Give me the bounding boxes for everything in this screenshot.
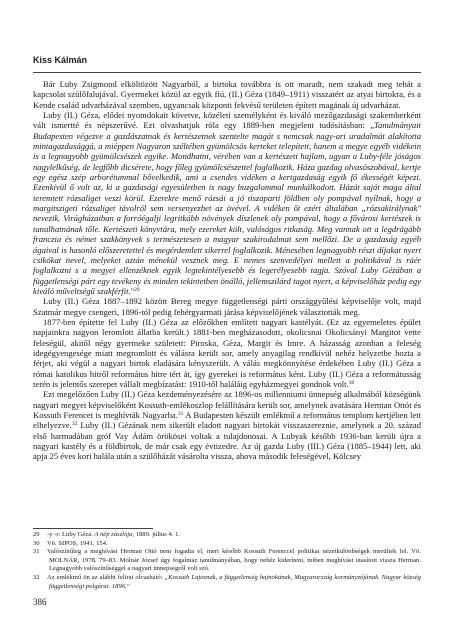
page-number: 386 xyxy=(33,597,47,607)
footnote xyxy=(33,548,421,574)
footnotes xyxy=(33,531,421,591)
text-run: " xyxy=(130,285,135,296)
footnote-number: 30 xyxy=(33,539,40,547)
main-text xyxy=(33,79,421,462)
footnote-divider xyxy=(33,528,153,529)
text-run: Valószínűleg a meghívást Herman Ottó nem fogadta el, mert később Kossuth Ferenccel politikai nézetkülönbségek merültek fel. Vö. MOLNÁR, 1978. 79–83. Molnár József úgy fogalmaz tanulmányában, hogy nehéz kideríteni, miben meghívást utasított vissza Herman. Legnagyobb valószínűséggel a nagyari ünnepségről volt szó. xyxy=(47,548,421,573)
footnote-number: 31 xyxy=(33,548,40,556)
italic-text: „Kossuth Lajosnak, a függetlenség bajnokának, Magyarország kormányzójának. Nagyar község függetlenségi polgárai. 1896." xyxy=(49,573,421,590)
paragraph xyxy=(33,389,421,461)
text-run: 1889. július 4. 1. xyxy=(134,531,181,538)
footnote-ref: 29 xyxy=(134,286,140,293)
paragraph xyxy=(33,110,421,296)
italic-text: Tanulmányait Budapesten végezve a gazdászatnak és kertészetnek szentelte magát s nemcsak nagy-ari uradalmát alakította mintagazdasággá, a miéppen Nagyaron széltében gyümölcsös kerteket telepített, hanem a megye egyéb vidékein is a legnagyobb gyümölcsészek egyike. Mondhatni, vérében van a kertészeti hajlam, ugyan a Luby-féle jóságos nagylelkűség, de legfőbb dicsérete, hogy főleg gyümölcsészettel foglalkozik. Háza gazdag olvasószobával, kertje egy egész szép arborétummal bővelkedik, ami a csendes vidéken a kertgazdaság egyik fő ékességét képezi. Ezenkívül ő volt az, ki a gazdasági egyesületben is nagy buzgalommal munkálkodott. Házát saját maga által teremtett rózsaliget veszi körül. Ezerekre menő rózsái a jó tiszaparti földben oly pompával nyílnak, hogy a margitszigeti rózsaliget távolról sem versenyezhet az övével. A vidéken őt ezért általában „rózsakirálynak" nevezik. Virágházaiban a forróégalji legritkább növények díszlenek oly pompával, hogy a fővárosi kertészek is tanulhatnának tőle. Kertészeti könyvtára, mely ezereket költ, valóságos ritkaság. Meg vannak ott a legdrágább franczia és német szakkönyvek s természetesen a magyar szakirodalmat sem mellőzi. De a gazdaság egyéb ágaival is hasonló előszeretettel és megérdemlett sikerrel foglalkozik. Ménesében legnagyobb részt díjakat nyert csikókat nevel, melyeket aztán ménekül vesznek meg. E nemes szenvedélyei mellett a politikával is ráér foglalkozni s a megyei ellenzéknek egyik legtekintélyesebb és legerélyesebb tagja. Szóval Luby Gézában a függetlenségi párt egy tevékeny és minden tekintetben önálló, jellemszilárd tagot nyert, a képviselőház pedig egy kiváló műveltségű szakférfit. xyxy=(33,120,421,296)
text-run: Luby (II.) Géza, elődei nyomdokait követve, közéleti személyként és kiváló mezőgazdasági szakemberként vált ismertté és népszerűvé. Ezt olvashatjuk róla egy 1889-ben megjelent tudósításban: „ xyxy=(33,110,421,131)
running-header xyxy=(33,54,421,73)
footnote-ref: 30 xyxy=(348,379,355,386)
paragraph xyxy=(33,317,421,389)
text-run: Luby (II.) Géza 1887–1892 között Bereg megye függetlenségi párti országgyűlési képviselője volt, majd Szatmár megye csengeri, 1896-tól pedig fehérgyarmati járása képviselőjének választották meg. xyxy=(33,296,421,317)
text-run: Ezt megelőzően Luby (II.) Géza kezdeményezésére az 1896-os millenniumi ünnepség alkalmából községünk nagyari megyei képviselőként Kossuth-emlékoszlop felállítására került sor, amelynek avatására Herman Ottót és Kossuth Ferencet is meghívták Nagyarba. xyxy=(33,389,421,420)
footnote xyxy=(33,574,421,591)
text-run: Vö. SIPOS, 1941. 154. xyxy=(47,539,108,547)
footnote-ref: 31 xyxy=(177,411,184,417)
paragraph xyxy=(33,79,421,110)
italic-text: A nép zászlója, xyxy=(94,531,135,538)
paragraph xyxy=(33,296,421,317)
footnote-ref: 32 xyxy=(71,421,78,428)
footnote xyxy=(33,531,421,540)
footnote xyxy=(33,540,421,549)
text-run: -y -r: Luby Géza. xyxy=(47,531,95,538)
text-run: Az emlékmű ön az alábbi felirat olvasható: xyxy=(47,573,165,581)
header-author: Kiss Kálmán xyxy=(33,55,88,65)
text-run: Bár Luby Zsigmond elköltözött Nagyarból, a birtoka továbbra is ott maradt, nem szakadt meg tehát a kapcsolat szülőfalujával. Gyermekei közül az egyik fiú, (II.) Géza (1849–1911) visszatért az atyai birtokra, és a Kende család udvarházával szemben, ugyancsak központi fekvésű területen épített magának új udvarházat. xyxy=(33,79,421,110)
text-run: A Budapesten készült emlékmű a református templom kertjében lett elhelyezve. xyxy=(33,410,421,431)
footnote-number: 32 xyxy=(33,573,40,581)
text-run: Luby (II.) Gézának nem sikerült eladott nagyari birtokát visszaszereznie, amelynek a 20. század első harmadában gróf Vay Ádám örökösei voltak a tulajdonosai. A Lubyak később 1936-ban került újra a nagyari kastély és a földbirtok, de már csak egy évtizedre. Az új gazda Luby (III.) Géza (1885–1944) lett, aki apja 25 éves kori halála után a szülőházát vásárolta vissza, ahova második feleségével, Kölcsey xyxy=(33,420,421,462)
text-run: 1877-ben építette fel Luby (II.) Géza az előzőkben említett nagyari kastélyát. (Ez az egyemeletes épület napjainkra nagyon leromlott állatba került.) 1881-ben megházasodott, okolicsnai Okolicsányi Margitot vette feleségül, akitől négy gyermeke született: Piroska, Géza, Margit és Imre. A házasság azonban a feleség idegégyengesége miatt megromlott és válásra került sor, amely anyagilag rendkívül nehéz helyzetbe hozta a férjet, aki végül a nagyari birtok eladására kényszerült. A válás megkönnyítése érdekében Luby (II.) Géza a római katolikus hitről református hitre tért át, így gyerekei is református ként. Luby (II.) Géza a reformátusság terén is jelentős szerepet vállalt megbízatást: 1910-től haláláig egyházmegyei gondnok volt. xyxy=(33,316,421,389)
footnote-number: 29 xyxy=(33,531,40,538)
